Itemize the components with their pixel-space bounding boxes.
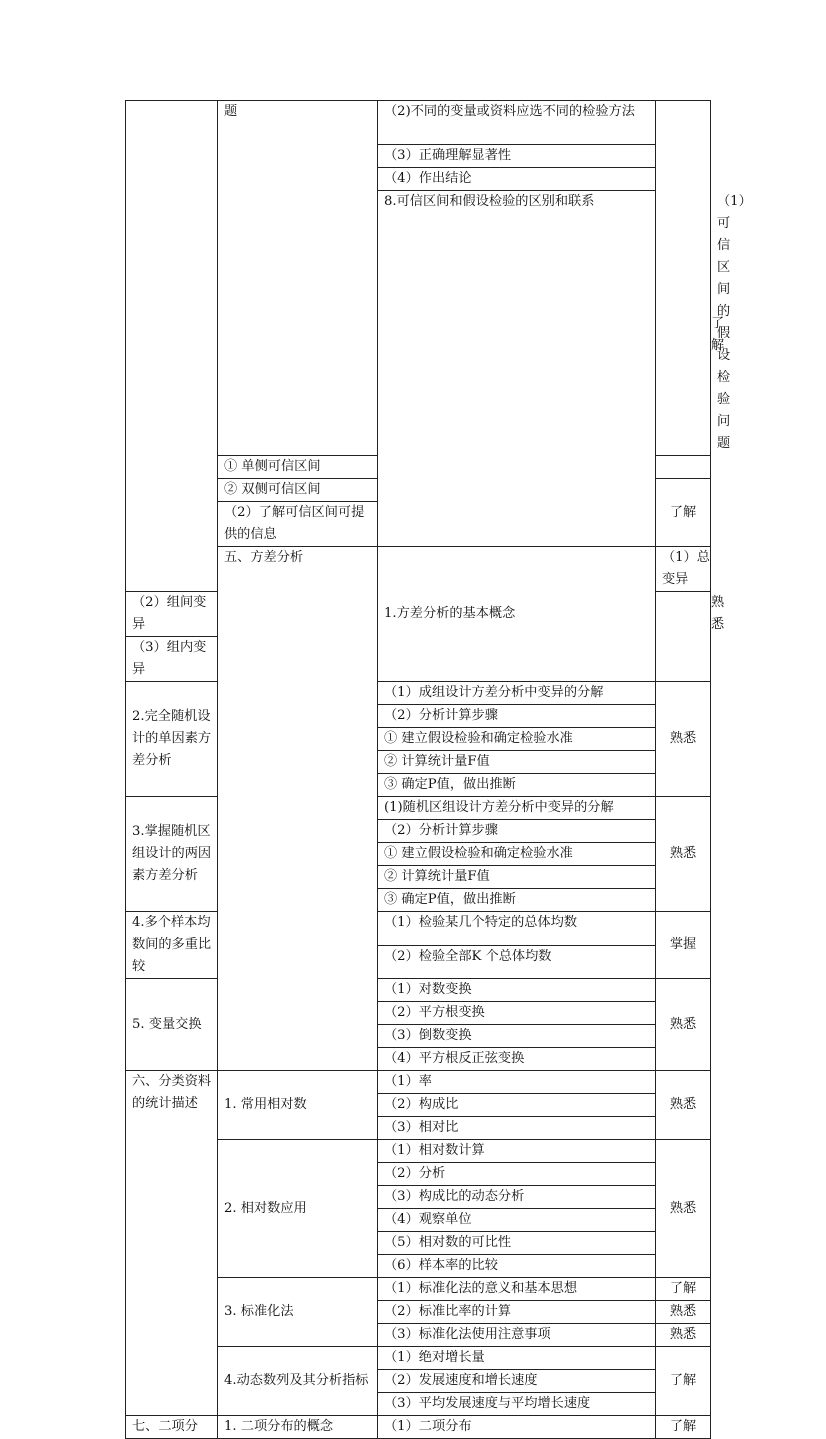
requirement-cell: 熟悉 — [656, 979, 711, 1071]
content-item: ① 单侧可信区间 — [218, 456, 378, 479]
content-item: （2）了解可信区间可提供的信息 — [218, 502, 378, 547]
topic-cell: 2. 相对数应用 — [218, 1140, 378, 1278]
requirement-cell: 熟悉 — [656, 1071, 711, 1140]
table-row — [126, 797, 711, 820]
content-item: （1）对数变换 — [378, 979, 656, 1002]
content-item: （1）成组设计方差分析中变异的分解 — [378, 682, 656, 705]
requirement-cell: 了解 — [656, 1278, 711, 1301]
content-item: （2）标准比率的计算 — [378, 1301, 656, 1324]
topic-cell: 1. 常用相对数 — [218, 1071, 378, 1140]
content-item: （6）样本率的比较 — [378, 1255, 656, 1278]
content-item: ② 计算统计量F值 — [378, 751, 656, 774]
topic-cell: 1. 二项分布的概念 — [218, 1416, 378, 1439]
requirement-cell: 熟悉 — [656, 1301, 711, 1324]
content-item: （2）检验全部K 个总体均数 — [378, 945, 656, 979]
topic-cell: 8.可信区间和假设检验的区别和联系 — [378, 191, 656, 547]
topic-cell: 5. 变量交换 — [126, 979, 218, 1071]
unit-cell: 六、分类资料的统计描述 — [126, 1071, 218, 1416]
topic-cell: 3. 标准化法 — [218, 1278, 378, 1347]
content-item: ③ 确定P值，做出推断 — [378, 774, 656, 797]
content-item: （3）组内变异 — [126, 637, 218, 682]
topic-cell: 1.方差分析的基本概念 — [378, 547, 656, 682]
topic-cell: 2.完全随机设计的单因素方差分析 — [126, 682, 218, 797]
content-item: （4）作出结论 — [378, 168, 656, 191]
content-item: （3）标准化法使用注意事项 — [378, 1324, 656, 1347]
content-item: （1）绝对增长量 — [378, 1347, 656, 1370]
content-item: ① 建立假设检验和确定检验水准 — [378, 843, 656, 866]
requirement-cell: 了解 — [656, 1416, 711, 1439]
unit-cell — [126, 101, 218, 592]
table-row — [126, 1416, 711, 1439]
content-item: （2）平方根变换 — [378, 1002, 656, 1025]
table-row: 五、方差分析 1.方差分析的基本概念 （1）总变异 熟悉 — [126, 547, 711, 592]
content-item: （1）率 — [378, 1071, 656, 1094]
requirement-cell: 了解 — [656, 1347, 711, 1416]
table-row — [126, 101, 711, 145]
unit-cell: 七、二项分 — [126, 1416, 218, 1439]
content-item: （2)不同的变量或资料应选不同的检验方法 — [378, 101, 656, 145]
requirement-cell: 掌握 — [656, 912, 711, 979]
content-item: （3）倒数变换 — [378, 1025, 656, 1048]
table-row — [126, 912, 711, 946]
content-item: (1)随机区组设计方差分析中变异的分解 — [378, 797, 656, 820]
syllabus-table — [125, 100, 752, 1439]
content-item: ① 建立假设检验和确定检验水准 — [378, 728, 656, 751]
topic-cell: 题 — [218, 101, 378, 456]
table-row — [126, 682, 711, 705]
content-item: ② 双侧可信区间 — [218, 479, 378, 502]
content-item: ③ 确定P值，做出推断 — [378, 889, 656, 912]
table-row — [126, 979, 711, 1002]
content-item: （3）相对比 — [378, 1117, 656, 1140]
content-item: （1）标准化法的意义和基本思想 — [378, 1278, 656, 1301]
topic-cell: 4.动态数列及其分析指标 — [218, 1347, 378, 1416]
content-item: （1）检验某几个特定的总体均数 — [378, 912, 656, 946]
topic-cell: 3.掌握随机区组设计的两因素方差分析 — [126, 797, 218, 912]
content-item: （2）分析 — [378, 1163, 656, 1186]
content-item: （2）构成比 — [378, 1094, 656, 1117]
requirement-cell: 熟悉 — [656, 1140, 711, 1278]
content-item: （3）构成比的动态分析 — [378, 1186, 656, 1209]
content-item: （4）平方根反正弦变换 — [378, 1048, 656, 1071]
content-item: （2）分析计算步骤 — [378, 820, 656, 843]
table-row — [126, 1071, 711, 1094]
requirement-cell — [656, 101, 711, 456]
syllabus-body — [126, 101, 752, 1439]
content-item: （1）总变异 — [656, 547, 711, 592]
content-item: （2）组间变异 — [126, 592, 218, 637]
content-item: （3）平均发展速度与平均增长速度 — [378, 1393, 656, 1416]
content-item: （1）二项分布 — [378, 1416, 656, 1439]
requirement-cell: 熟悉 — [656, 797, 711, 912]
content-item: （4）观察单位 — [378, 1209, 656, 1232]
requirement-cell: 熟悉 — [656, 682, 711, 797]
content-item: （1）相对数计算 — [378, 1140, 656, 1163]
unit-cell: 五、方差分析 — [218, 547, 378, 1071]
content-item: （5）相对数的可比性 — [378, 1232, 656, 1255]
content-item: ② 计算统计量F值 — [378, 866, 656, 889]
content-item: （3）正确理解显著性 — [378, 145, 656, 168]
content-item: （2）分析计算步骤 — [378, 705, 656, 728]
content-item: （2）发展速度和增长速度 — [378, 1370, 656, 1393]
requirement-cell: 熟悉 — [656, 1324, 711, 1347]
topic-cell: 4.多个样本均数间的多重比较 — [126, 912, 218, 979]
requirement-cell: 了解 — [656, 479, 711, 547]
table-row: 8.可信区间和假设检验的区别和联系 （1）可信区间的假设检验问题 了解 — [126, 191, 711, 456]
